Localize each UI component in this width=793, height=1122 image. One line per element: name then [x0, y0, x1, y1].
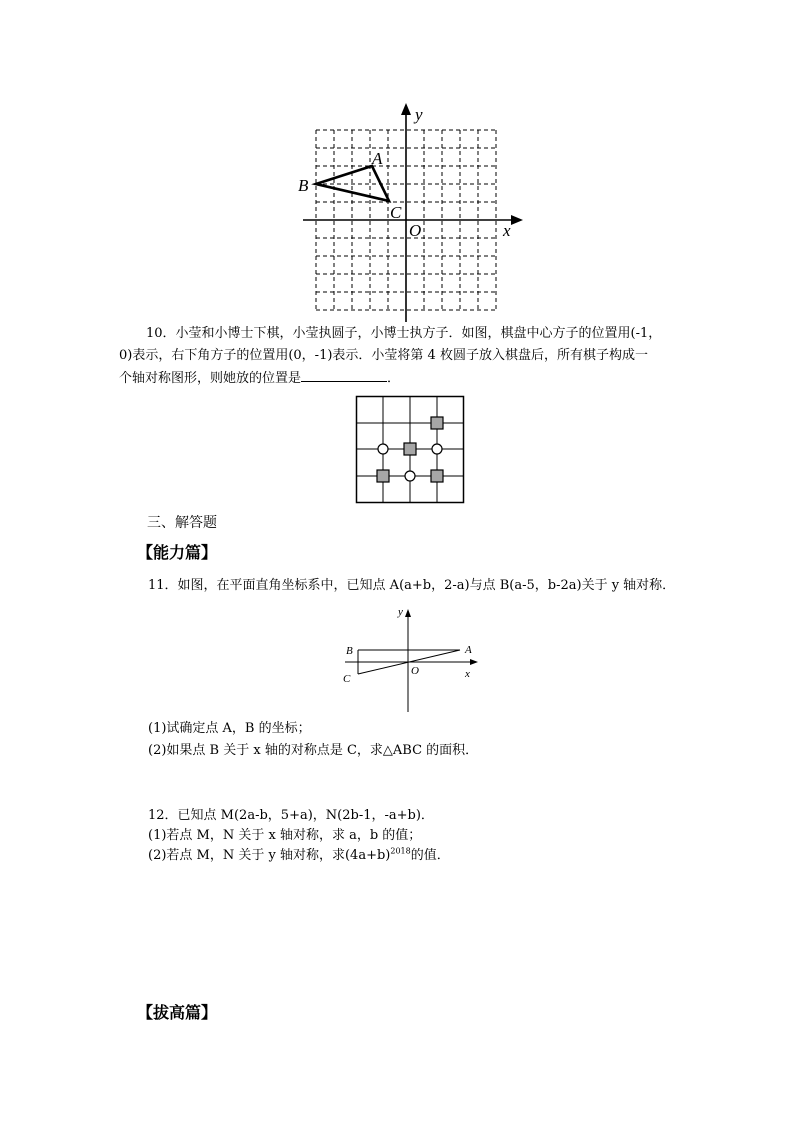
q11-part-1: (1)试确定点 A，B 的坐标； — [148, 721, 311, 736]
q12-stem: 12．已知点 M(2a-b，5+a)，N(2b-1，-a+b)． — [148, 808, 434, 823]
q10-line-2: 0)表示，右下角方子的位置用(0，-1)表示．小莹将第 4 枚圆子放入棋盘后，所有棋子构成一 — [119, 348, 648, 363]
q10-line-3-end: ． — [387, 371, 401, 386]
square-piece — [404, 443, 416, 455]
square-piece — [431, 470, 443, 482]
q11-origin-label: O — [411, 665, 419, 677]
x-axis-label: x — [503, 221, 511, 240]
circle-piece — [432, 444, 442, 454]
question-10 — [119, 323, 676, 390]
q12-part-2 — [148, 845, 450, 867]
q12-part-2-end: 的值． — [410, 848, 450, 863]
q10-line-3 — [119, 367, 676, 390]
origin-label: O — [409, 221, 422, 240]
coordinate-grid-figure — [295, 100, 535, 325]
ability-heading: 【能力篇】 — [137, 543, 218, 562]
answer-blank — [301, 367, 387, 382]
q12-part-1: (1)若点 M，N 关于 x 轴对称，求 a，b 的值； — [148, 828, 422, 843]
q12-exponent: 2018 — [390, 846, 411, 856]
circle-piece — [405, 471, 415, 481]
section-heading: 三、解答题 — [147, 515, 217, 531]
q11-figure — [338, 602, 483, 714]
point-a-label: A — [372, 149, 383, 168]
point-b-label: B — [298, 176, 309, 195]
q11-stem: 11．如图，在平面直角坐标系中，已知点 A(a+b，2-a)与点 B(a-5，b-2a)关于 y 轴对称． — [148, 578, 676, 593]
circle-piece — [378, 444, 388, 454]
square-piece — [377, 470, 389, 482]
q11-y-arrow — [405, 609, 411, 617]
q11-x-label: x — [465, 668, 470, 680]
q12-part-2-text: (2)若点 M，N 关于 y 轴对称，求(4a+b) — [148, 848, 391, 863]
x-axis-arrow — [511, 215, 523, 225]
q10-line-1: 10．小莹和小博士下棋，小莹执圆子，小博士执方子．如图，棋盘中心方子的位置用(-1， — [146, 326, 662, 341]
q11-x-arrow — [470, 659, 478, 665]
q11-part-2: (2)如果点 B 关于 x 轴的对称点是 C，求△ABC 的面积． — [148, 743, 479, 758]
y-axis-label: y — [415, 105, 423, 124]
y-axis-arrow — [401, 103, 411, 115]
square-piece — [431, 417, 443, 429]
q10-line-3-text: 个轴对称图形，则她放的位置是 — [119, 371, 302, 386]
axes — [303, 112, 514, 322]
q11-y-label: y — [398, 606, 403, 618]
point-c-label: C — [390, 203, 402, 222]
q11-point-b-label: B — [346, 645, 353, 657]
q11-point-c-label: C — [343, 673, 351, 685]
advanced-heading: 【拔高篇】 — [137, 1003, 218, 1022]
chess-board-figure — [354, 394, 468, 506]
q11-point-a-label: A — [465, 644, 472, 656]
